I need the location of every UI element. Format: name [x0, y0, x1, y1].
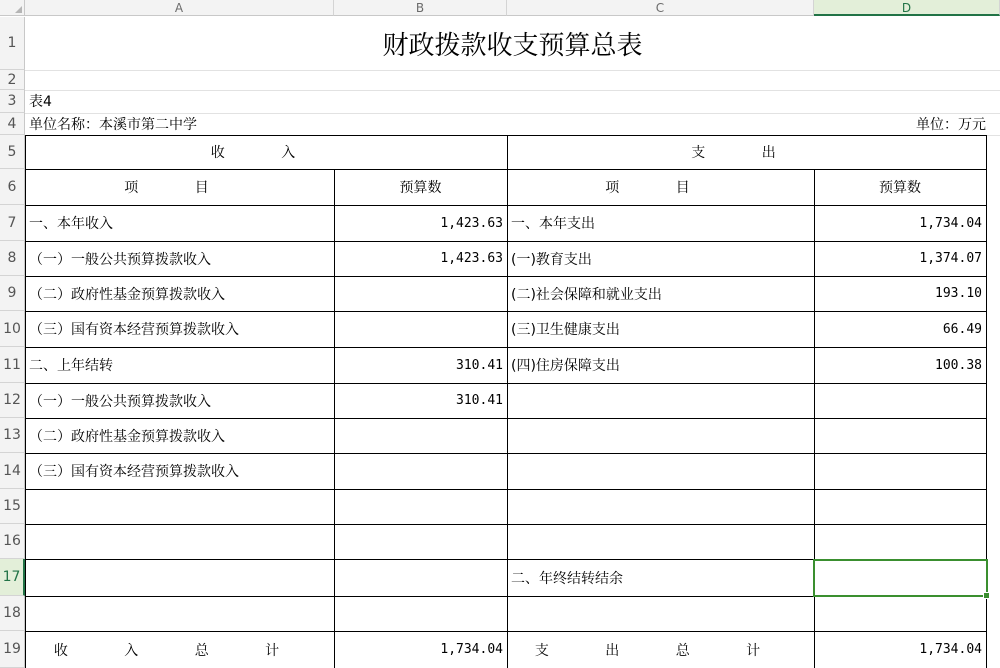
expense-item-cell[interactable]: (四)住房保障支出 [511, 358, 620, 374]
income-value-cell[interactable] [334, 418, 507, 453]
row-header-4[interactable]: 4 [0, 113, 25, 135]
select-all-corner[interactable] [0, 0, 25, 16]
expense-item-cell[interactable] [507, 383, 814, 418]
income-value-cell[interactable] [334, 276, 507, 311]
income-total-value[interactable]: 1,734.04 [440, 642, 503, 657]
income-item-cell[interactable] [25, 524, 334, 559]
sheet-title[interactable]: 财政拨款收支预算总表 [382, 31, 643, 61]
row-header-12[interactable]: 12 [0, 383, 25, 418]
expense-item-cell[interactable]: 一、本年支出 [511, 216, 595, 232]
active-cell-selection[interactable] [813, 559, 988, 597]
row-header-1[interactable]: 1 [0, 17, 25, 70]
expense-value-cell[interactable] [814, 524, 986, 559]
income-item-cell[interactable] [25, 489, 334, 524]
expense-item-cell[interactable] [507, 524, 814, 559]
expense-item-cell[interactable]: (二)社会保障和就业支出 [511, 286, 662, 303]
expense-item-cell[interactable]: 二、年终结转结余 [511, 570, 623, 587]
expense-value-cell[interactable]: 66.49 [942, 321, 982, 337]
expense-value-cell[interactable]: 100.38 [935, 357, 982, 373]
unit-name[interactable]: 单位名称：本溪市第二中学 [29, 117, 197, 133]
row-header-18[interactable]: 18 [0, 596, 25, 631]
expense-value-cell[interactable]: 1,374.07 [919, 251, 982, 266]
income-total-label[interactable]: 收 入 总 计 [53, 642, 306, 659]
expense-value-cell[interactable] [814, 418, 986, 453]
expense-item-cell[interactable]: (一)教育支出 [511, 251, 592, 268]
expense-value-cell[interactable] [814, 383, 986, 418]
expense-item-header[interactable]: 项 目 [605, 180, 716, 196]
row-header-11[interactable]: 11 [0, 347, 25, 383]
gridline [25, 70, 1000, 71]
income-item-cell[interactable]: （三）国有资本经营预算拨款收入 [29, 322, 239, 338]
income-value-cell[interactable]: 310.41 [456, 357, 503, 373]
income-value-cell[interactable] [334, 524, 507, 559]
expense-total-value[interactable]: 1,734.04 [919, 642, 982, 657]
expense-item-cell[interactable] [507, 489, 814, 524]
income-item-cell[interactable]: （二）政府性基金预算拨款收入 [29, 286, 225, 303]
income-item-cell[interactable]: （一）一般公共预算拨款收入 [29, 251, 211, 268]
income-value-cell[interactable] [334, 559, 507, 596]
unit-label[interactable]: 单位：万元 [916, 117, 986, 133]
income-item-cell[interactable] [25, 559, 334, 596]
income-value-cell[interactable]: 1,423.63 [440, 251, 503, 266]
income-item-cell[interactable]: 二、上年结转 [29, 358, 113, 374]
row-header-5[interactable]: 5 [0, 135, 25, 169]
income-item-cell[interactable]: （一）一般公共预算拨款收入 [29, 393, 211, 410]
income-item-cell[interactable]: （三）国有资本经营预算拨款收入 [29, 464, 239, 480]
income-value-cell[interactable] [334, 596, 507, 631]
income-value-cell[interactable] [334, 489, 507, 524]
expense-total-label[interactable]: 支 出 总 计 [534, 642, 787, 659]
expense-value-cell[interactable] [814, 489, 986, 524]
row-header-8[interactable]: 8 [0, 241, 25, 276]
income-item-header[interactable]: 项 目 [124, 180, 235, 196]
row-header-2[interactable]: 2 [0, 70, 25, 90]
row-header-15[interactable]: 15 [0, 489, 25, 524]
row-header-14[interactable]: 14 [0, 453, 25, 489]
income-value-cell[interactable] [334, 311, 507, 347]
expense-item-cell[interactable]: (三)卫生健康支出 [511, 322, 620, 338]
expense-value-cell[interactable] [814, 596, 986, 631]
expense-budget-header[interactable]: 预算数 [879, 180, 921, 196]
row-header-10[interactable]: 10 [0, 311, 25, 347]
gridline [25, 90, 1000, 91]
income-value-cell[interactable]: 310.41 [456, 393, 503, 408]
expense-value-cell[interactable]: 193.10 [935, 286, 982, 301]
income-header[interactable]: 收 入 [210, 145, 322, 161]
income-value-cell[interactable] [334, 453, 507, 489]
row-header-13[interactable]: 13 [0, 418, 25, 453]
column-header-b[interactable]: B [334, 0, 507, 16]
income-budget-header[interactable]: 预算数 [399, 180, 442, 196]
expense-item-cell[interactable] [507, 596, 814, 631]
row-header-16[interactable]: 16 [0, 524, 25, 559]
row-header-19[interactable]: 19 [0, 631, 25, 668]
income-value-cell[interactable]: 1,423.63 [440, 215, 503, 231]
income-item-cell[interactable] [25, 596, 334, 631]
expense-header[interactable]: 支 出 [691, 145, 802, 161]
income-item-cell[interactable]: 一、本年收入 [29, 216, 113, 232]
expense-value-cell[interactable]: 1,734.04 [919, 215, 982, 231]
row-header-17[interactable]: 17 [0, 559, 25, 596]
expense-item-cell[interactable] [507, 453, 814, 489]
row-header-6[interactable]: 6 [0, 169, 25, 205]
expense-value-cell[interactable] [814, 453, 986, 489]
row-header-7[interactable]: 7 [0, 205, 25, 241]
expense-item-cell[interactable] [507, 418, 814, 453]
row-header-3[interactable]: 3 [0, 90, 25, 113]
table-number[interactable]: 表4 [29, 94, 52, 110]
row-header-9[interactable]: 9 [0, 276, 25, 311]
column-header-c[interactable]: C [507, 0, 814, 16]
income-item-cell[interactable]: （二）政府性基金预算拨款收入 [29, 428, 225, 445]
column-header-a[interactable]: A [25, 0, 334, 16]
column-header-d[interactable]: D [814, 0, 1000, 16]
